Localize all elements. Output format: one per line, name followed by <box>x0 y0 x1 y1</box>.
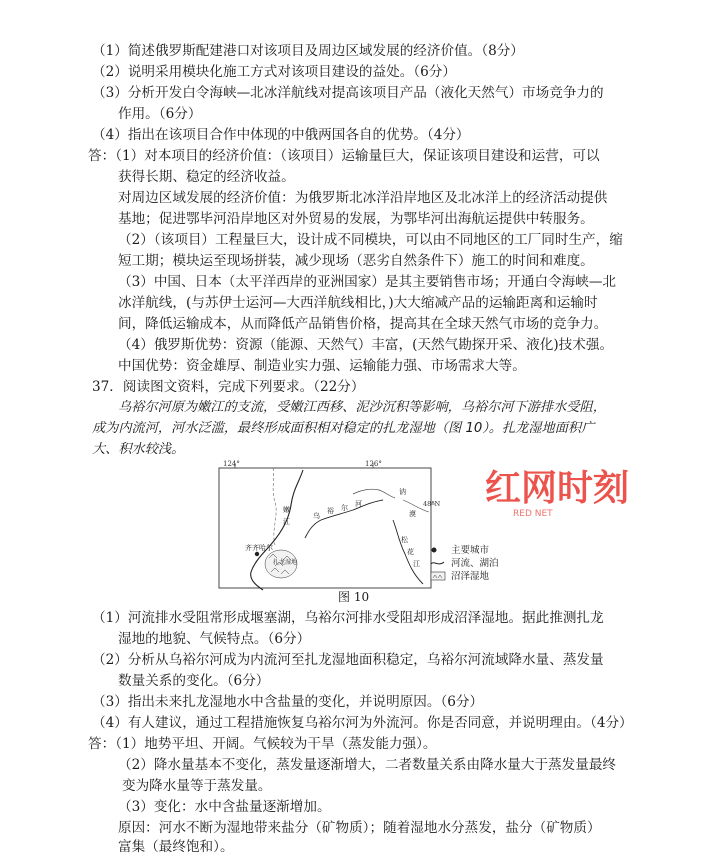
river-char-8: 江 <box>413 560 420 568</box>
a36-4: （4）俄罗斯优势：资源（能源、天然气）丰富，(天然气勘探开采、液化)技术强。 <box>118 337 614 353</box>
watermark-sub: RED NET <box>513 509 553 519</box>
wetland-symbol-icon <box>430 571 446 581</box>
river-char-7: 花 <box>407 548 414 556</box>
river-char-4: 尔 <box>341 504 348 512</box>
legend-river: 河流、湖泊 <box>451 558 499 569</box>
a37-2: （2）降水量基本不变化，蒸发量逐渐增大，二者数量关系由降水量大于蒸发量最终 <box>118 757 617 773</box>
q37-2: （2）分析从乌裕尔河成为内流河至扎龙湿地面积稳定，乌裕尔河流域降水量、蒸发量 <box>92 652 604 668</box>
a36-4-cont: 中国优势：资金雄厚、制造业实力强、运输能力强、市场需求大等。 <box>118 358 526 374</box>
a36-3-cont2: 间，降低运输成本，从而降低产品销售价格，提高其在全球天然气市场的竞争力。 <box>118 316 608 332</box>
q37-header: 37．阅读图文资料，完成下列要求。（22分） <box>92 379 365 395</box>
lat-label-48: 48°N <box>423 500 441 508</box>
zhalong-map <box>213 460 441 592</box>
a37-1: 答：（1）地势平坦、开阔。气候较为干旱（蒸发能力强）。 <box>88 736 437 752</box>
river-char-10: 漠 <box>409 510 416 518</box>
a36-3: （3）中国、日本（太平洋西岸的亚洲国家）是其主要销售市场；开通白令海峡—北 <box>118 274 617 290</box>
river-char-6: 松 <box>401 536 408 544</box>
tributary <box>353 489 395 498</box>
a36-1-cont: 获得长期、稳定的经济收益。 <box>118 169 295 185</box>
q37-passage-1: 乌裕尔河原为嫩江的支流，受嫩江西移、泥沙沉积等影响，乌裕尔河下游排水受阻， <box>118 400 606 415</box>
a36-1b: 对周边区域发展的经济价值：为俄罗斯北冰洋沿岸地区及北冰洋上的经济活动提供 <box>118 190 608 206</box>
river-char-9: 讷 <box>399 488 406 496</box>
a37-3-reason: 原因：河水不断为湿地带来盐分（矿物质）；随着湿地水分蒸发，盐分（矿物质） <box>118 820 601 836</box>
wetland-label: 扎龙湿地 <box>273 559 298 566</box>
a36-2: （2）（该项目）工程量巨大，设计成不同模块，可以由不同地区的工厂同时生产，缩 <box>118 232 623 248</box>
boundary-line <box>273 468 276 545</box>
legend-city: 主要城市 <box>451 545 490 556</box>
a37-3-reason-cont: 富集（最终饱和）。 <box>118 839 234 855</box>
river-char-3: 裕 <box>327 507 334 515</box>
city-qiqihar-dot <box>255 552 259 556</box>
a37-3: （3）变化：水中含盐量逐渐增加。 <box>118 799 331 815</box>
river-char-5: 河 <box>355 500 362 508</box>
city-symbol-icon <box>430 545 446 555</box>
q36-4: （4）指出在该项目合作中体现的中俄两国各自的优势。（4分） <box>92 127 470 143</box>
q37-4: （4）有人建议，通过工程措施恢复乌裕尔河为外流河。你是否同意，并说明理由。（4分） <box>92 715 633 731</box>
watermark-logo <box>485 462 665 522</box>
river-char-0: 嫩 <box>283 506 290 514</box>
river-symbol-icon <box>430 558 446 568</box>
legend-wetland: 沼泽湿地 <box>451 571 490 582</box>
a37-2-cont: 变为降水量等于蒸发量。 <box>122 778 272 794</box>
a36-1: 答：（1）对本项目的经济价值：（该项目）运输量巨大，保证该项目建设和运营，可以 <box>88 148 600 164</box>
city-label: 齐齐哈尔 <box>245 544 273 552</box>
lon-label-124: 124° <box>223 460 240 468</box>
lon-label-126: 126° <box>365 460 382 468</box>
q37-passage-2: 成为内流河，河水泛滥，最终形成面积相对稳定的扎龙湿地（图 10）。扎龙湿地面积广 <box>92 421 595 436</box>
river-char-2: 乌 <box>313 512 320 520</box>
q37-2-cont: 数量关系的变化。（6分） <box>118 673 270 689</box>
q37-1-cont: 湿地的地貌、气候特点。（6分） <box>118 631 311 647</box>
a36-3-cont: 冰洋航线，(与苏伊士运河—大西洋航线相比，)大大缩减产品的运输距离和运输时 <box>118 295 598 311</box>
a36-1b-cont: 基地；促进鄂毕河沿岸地区对外贸易的发展，为鄂毕河出海航运提供中转服务。 <box>118 211 594 227</box>
map-legend <box>430 545 510 593</box>
river-char-1: 江 <box>283 518 290 526</box>
q36-1: （1）简述俄罗斯配建港口对该项目及周边区域发展的经济价值。（8分） <box>92 43 524 59</box>
q36-3: （3）分析开发白令海峡—北冰洋航线对提高该项目产品（液化天然气）市场竞争力的 <box>92 85 604 101</box>
q37-passage-3: 大、积水较浅。 <box>92 442 185 457</box>
watermark-text: 红网时刻 <box>485 468 630 509</box>
a36-2-cont: 短工期；模块运至现场拼装，减少现场（恶劣自然条件下）施工的时间和难度。 <box>118 253 594 269</box>
map-frame <box>219 468 431 588</box>
q37-3: （3）指出未来扎龙湿地水中含盐量的变化，并说明原因。（6分） <box>92 694 484 710</box>
q36-3-cont: 作用。（6分） <box>118 106 202 122</box>
q36-2: （2）说明采用模块化施工方式对该项目建设的益处。（6分） <box>92 64 456 80</box>
q37-1: （1）河流排水受阻常形成堰塞湖，乌裕尔河排水受阻却形成沼泽湿地。据此推测扎龙 <box>92 610 604 626</box>
figure-caption: 图 10 <box>338 590 370 604</box>
